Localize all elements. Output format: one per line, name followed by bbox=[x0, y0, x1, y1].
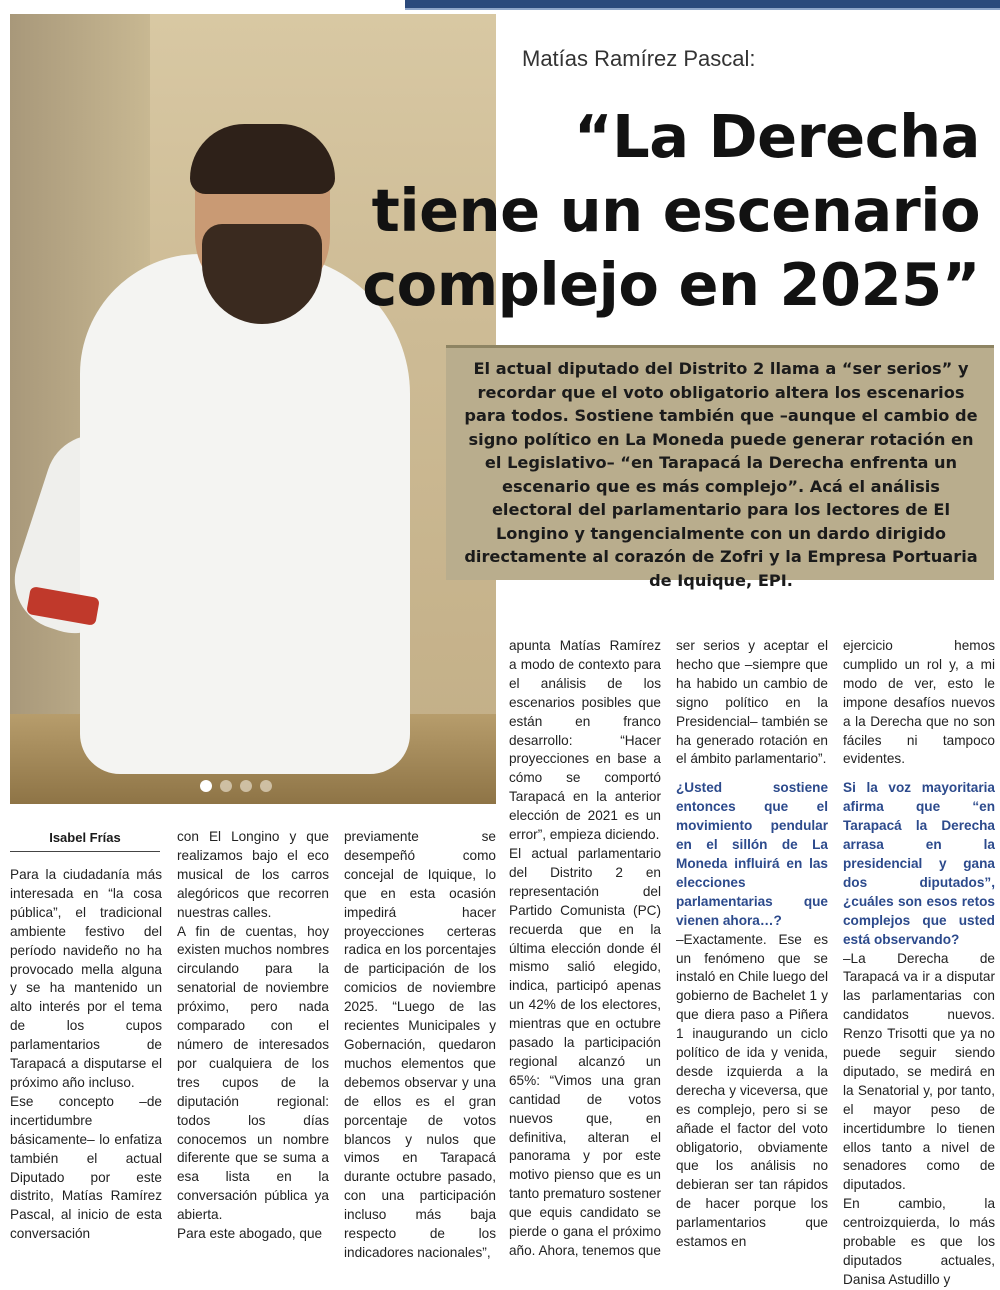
photo-hair bbox=[190, 124, 335, 194]
paragraph: ser serios y aceptar el hecho que –siempre que ha habido un cambio de signo político en la Presidencial– también se ha generado rotación en el ámbito parlamentario”. bbox=[676, 638, 828, 767]
carousel-dot[interactable] bbox=[260, 780, 272, 792]
paragraph: ejercicio hemos cumplido un rol y, a mi modo de ver, esto le impone desafíos nuevos a la Derecha que no son fáciles ni tampoco evidentes. bbox=[843, 638, 995, 767]
interview-question: ¿Usted sostiene entonces que el movimiento pendular en el sillón de La Moneda influirá en las elecciones parlamentarias que vienen ahora…? bbox=[676, 780, 828, 928]
article-column-5 bbox=[676, 637, 828, 1252]
paragraph: –La Derecha de Tarapacá va ir a disputar las parlamentarias con candidatos nuevos. Renzo Trisotti que ya no puede seguir siendo diputado, se medirá en la Senatorial y, por tanto, el mayor peso de incertidumbre lo tienen ellos tanto a nivel de senadores como de diputados. bbox=[843, 950, 995, 1193]
paragraph: A fin de cuentas, hoy existen muchos nombres circulando para la senatorial de noviembre próximo, pero nada comparado con el número de interesados por cualquiera de los tres cupos de la diputación regional: todos los días conocemos un nombre diferente que se suma a esa lista en la conversación pública ya abierta. bbox=[177, 923, 329, 1223]
article-column-2 bbox=[177, 828, 329, 1244]
paragraph: Para este abogado, que bbox=[177, 1226, 323, 1242]
article-column-4 bbox=[509, 637, 661, 1261]
article-column-3 bbox=[344, 828, 496, 1263]
headline bbox=[350, 100, 980, 322]
lede-text: El actual diputado del Distrito 2 llama a “ser serios” y recordar que el voto obligatorio altera los escenarios para todos. Sostiene también que –aunque el cambio de signo político en La Moneda puede generar rotación en el Legislativo– “en Tarapacá la Derecha enfrenta un escenario que es más complejo”. Acá el análisis electoral del parlamentario para los lectores de El Longino y tangencialmente con un dardo dirigido directamente al corazón de Zofri y la Empresa Portuaria de Iquique, EPI. bbox=[464, 359, 978, 590]
paragraph: apunta Matías Ramírez a modo de contexto para el análisis de los escenarios posibles que están en franco desarrollo: “Hacer proyecciones en base a cómo se comportó Tarapacá en la anterior elección de 2021 es un error”, empieza diciendo. bbox=[509, 638, 661, 843]
paragraph: El actual parlamentario del Distrito 2 en representación del Partido Comunista (PC) recuerda que en la última elección donde él mismo salió elegido, indica, participó apenas un 42% de los electores, mientras que en octubre pasado la participación regional alcanzó un 65%: “Vimos una gran cantidad de votos nuevos que, en definitiva, alteran el panorama y por este motivo pienso que es un tanto prematuro sostener que equis candidato se pierde o gana el próximo año. Ahora, tenemos que bbox=[509, 845, 661, 1258]
carousel-dot[interactable] bbox=[240, 780, 252, 792]
carousel-dot[interactable] bbox=[220, 780, 232, 792]
top-accent-bar bbox=[405, 0, 1000, 8]
carousel-dots bbox=[200, 780, 272, 792]
interview-question: Si la voz mayoritaria afirma que “en Tarapacá la Derecha arrasa en la presidencial y gana dos diputados”, ¿cuáles son esos retos complejos que usted está observando? bbox=[843, 780, 995, 947]
top-accent-line bbox=[405, 8, 1000, 10]
paragraph: En cambio, la centroizquierda, lo más probable es que los diputados actuales, Danisa Astudillo y bbox=[843, 1196, 995, 1287]
byline: Isabel Frías bbox=[10, 830, 160, 852]
headline-line: tiene un escenario bbox=[371, 176, 980, 245]
paragraph: previamente se desempeñó como concejal de Iquique, lo que en esta ocasión impedirá hacer proyecciones certeras radica en los porcentajes de participación de los comicios de noviembre 2025. “Luego de las recientes Municipales y Gobernación, quedaron muchos elementos que debemos observar y una de ellos es el gran porcentaje de votos blancos y nulos que vimos en Tarapacá durante octubre pasado, con una participación incluso más baja respecto de los indicadores nacionales”, bbox=[344, 829, 496, 1260]
carousel-dot[interactable] bbox=[200, 780, 212, 792]
kicker: Matías Ramírez Pascal: bbox=[522, 46, 756, 71]
headline-line: complejo en 2025” bbox=[362, 250, 980, 319]
photo-shirt bbox=[80, 254, 410, 774]
article-column-1 bbox=[10, 866, 162, 1244]
paragraph: con El Longino y que realizamos bajo el eco musical de los carros alegóricos que recorren nuestras calles. bbox=[177, 829, 329, 920]
headline-line: “La Derecha bbox=[573, 102, 980, 171]
paragraph: Ese concepto –de incertidumbre básicamente– lo enfatiza también el actual Diputado por este distrito, Matías Ramírez Pascal, al inicio de esta conversación bbox=[10, 1093, 162, 1242]
paragraph: –Exactamente. Ese es un fenómeno que se instaló en Chile luego del gobierno de Bachelet 1 y que diera paso a Piñera 1 inaugurando un ciclo político de ida y venida, desde izquierda a la derecha y viceversa, que es complejo, pero si se añade el factor del voto obligatorio, obviamente que los análisis no debieran ser tan rápidos de hacer porque los parlamentarios que estamos en bbox=[676, 931, 828, 1250]
article-column-6 bbox=[843, 637, 995, 1290]
paragraph: Para la ciudadanía más interesada en “la cosa pública”, el tradicional ambiente festivo del período navideño no ha provocado mella alguna y se ha mantenido un alto interés por el tema de los cupos parlamentarios de Tarapacá a disputarse el próximo año incluso. bbox=[10, 867, 162, 1090]
